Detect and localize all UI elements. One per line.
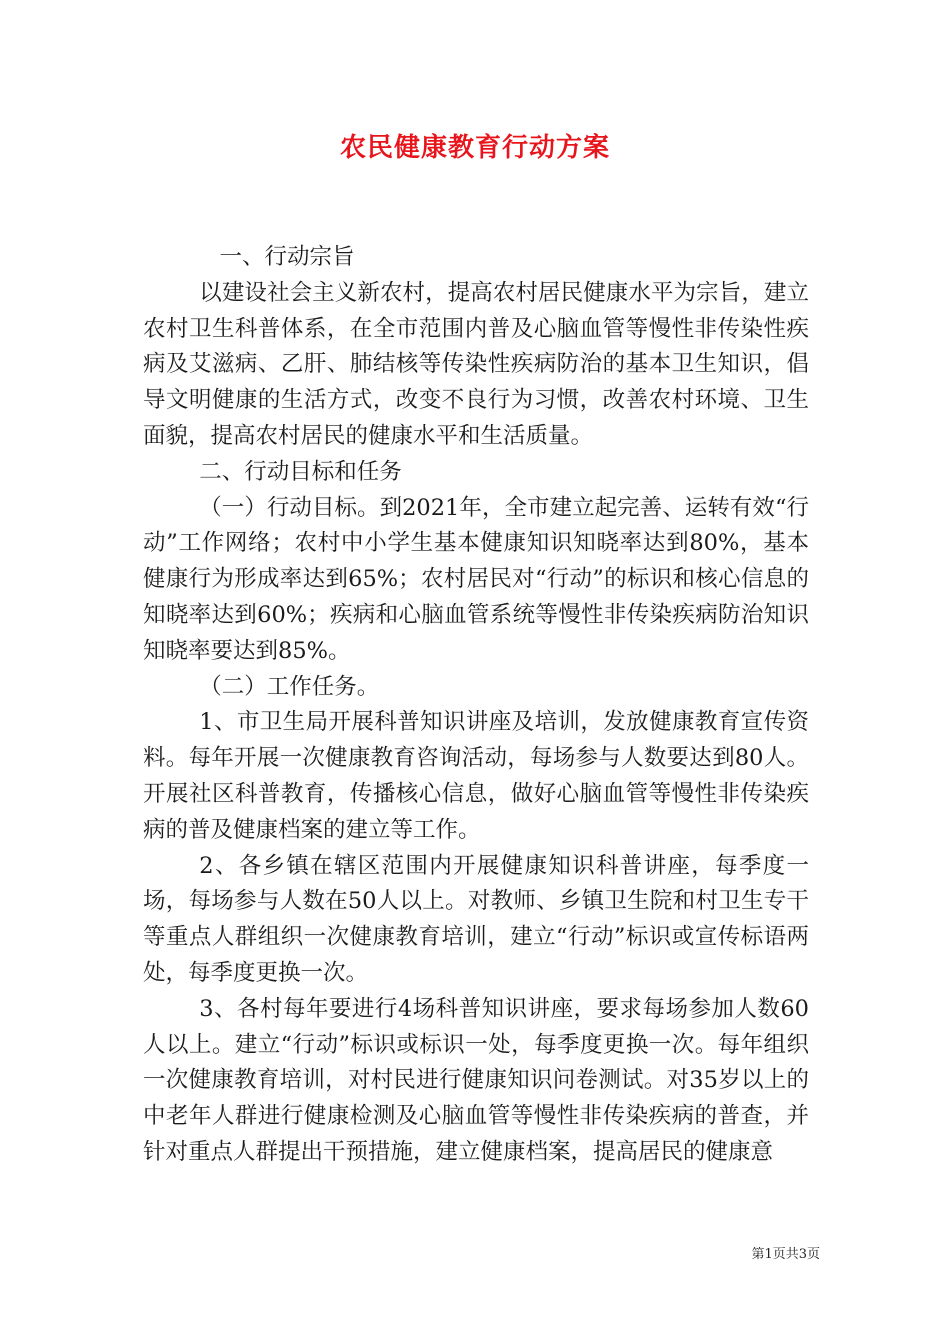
paragraph-goals: （一）行动目标。到2021年，全市建立起完善、运转有效“行动”工作网络；农村中小学生基本健康知识知晓率达到80%，基本健康行为形成率达到65%；农村居民对“行动”的标识和核心信息的知晓率达到60%；疾病和心脑血管系统等慢性非传染疾病防治知识知晓率要达到85%。 xyxy=(143,494,809,664)
paragraph-task-2: 2、各乡镇在辖区范围内开展健康知识科普讲座，每季度一场，每场参与人数在50人以上。对教师、乡镇卫生院和村卫生专干等重点人群组织一次健康教育培训，建立“行动”标识或宣传标语两处，每季度更换一次。 xyxy=(143,852,809,986)
section-heading-2: 二、行动目标和任务 xyxy=(199,458,402,485)
document-title: 农民健康教育行动方案 xyxy=(339,133,610,163)
paragraph-task-3: 3、各村每年要进行4场科普知识讲座，要求每场参加人数60人以上。建立“行动”标识或标识一处，每季度更换一次。每年组织一次健康教育培训，对村民进行健康知识问卷测试。对35岁以上的中老年人群进行健康检测及心脑血管等慢性非传染疾病的普查，并针对重点人群提出干预措施，建立健康档案，提高居民的健康意 xyxy=(143,995,809,1165)
subheading-tasks: （二）工作任务。 xyxy=(199,673,380,700)
paragraph-task-1: 1、市卫生局开展科普知识讲座及培训，发放健康教育宣传资料。每年开展一次健康教育咨询活动，每场参与人数要达到80人。开展社区科普教育，传播核心信息，做好心脑血管等慢性非传染疾病的普及健康档案的建立等工作。 xyxy=(143,709,809,843)
page-number: 第1页共3页 xyxy=(751,1247,820,1262)
section-heading-1: 一、行动宗旨 xyxy=(219,244,355,270)
paragraph-purpose: 以建设社会主义新农村，提高农村居民健康水平为宗旨，建立农村卫生科普体系，在全市范围内普及心脑血管等慢性非传染性疾病及艾滋病、乙肝、肺结核等传染性疾病防治的基本卫生知识，倡导文明健康的生活方式，改变不良行为习惯，改善农村环境、卫生面貌，提高农村居民的健康水平和生活质量。 xyxy=(143,279,809,449)
document-body xyxy=(143,240,809,1171)
